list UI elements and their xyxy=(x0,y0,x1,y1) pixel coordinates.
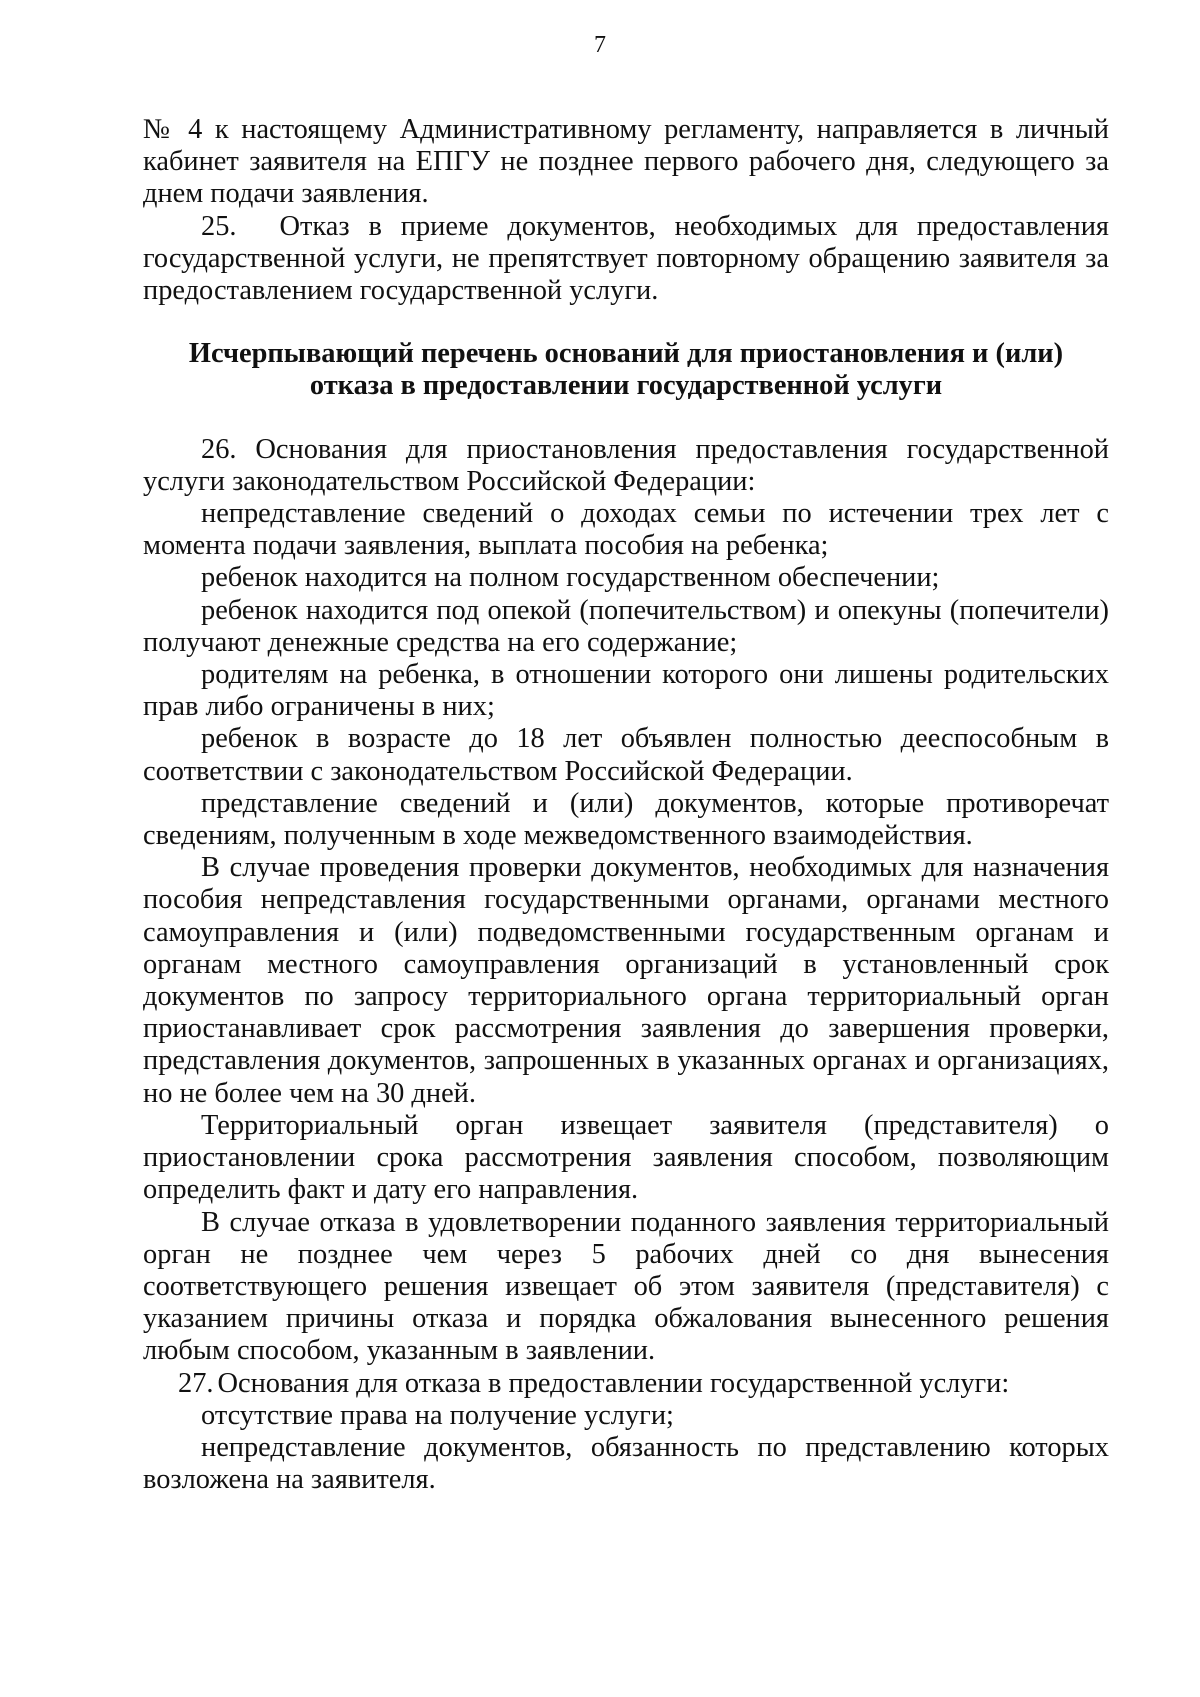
heading-line-2: отказа в предоставлении государственной услуги xyxy=(309,370,943,402)
paragraph-number: 25. xyxy=(201,210,237,242)
list-item: непредставление сведений о доходах семьи по истечении трех лет с момента подачи заявления, выплата пособия на ребенка; xyxy=(143,498,1109,562)
paragraph-check: В случае проведения проверки документов, необходимых для назначения пособия непредставления государственными органами, органами местного самоуправления и (или) подведомственными государственным органам и органам местного самоуправления организаций в установленный срок документов по запросу территориального органа территориальный орган приостанавливает срок рассмотрения заявления до завершения проверки, представления документов, запрошенных в указанных органах и организациях, но не более чем на 30 дней. xyxy=(143,852,1109,1109)
list-item: представление сведений и (или) документов, которые противоречат сведениям, полученным в ходе межведомственного взаимодействия. xyxy=(143,787,1109,852)
paragraph-26-intro: 26. Основания для приостановления предоставления государственной услуги законодательством Российской Федерации: xyxy=(143,433,1109,497)
paragraph-text: Отказ в приеме документов, необходимых для предоставления государственной услуги, не препятствует повторному обращению заявителя за предоставлением государственной услуги. xyxy=(143,210,1109,307)
list-item: родителям на ребенка, в отношении которого они лишены родительских прав либо ограничены в них; xyxy=(143,659,1109,723)
paragraph-text: Основания для отказа в предоставлении государственной услуги: xyxy=(217,1367,1010,1399)
section-heading xyxy=(143,338,1109,402)
paragraph-27-intro xyxy=(143,1368,1109,1400)
paragraph-25 xyxy=(143,211,1109,308)
list-item: отсутствие права на получение услуги; xyxy=(201,1399,674,1431)
list-item: непредставление документов, обязанность по представлению которых возложена на заявителя. xyxy=(143,1431,1109,1496)
paragraph-refusal: В случае отказа в удовлетворении поданного заявления территориальный орган не позднее чем через 5 рабочих дней со дня вынесения соответствующего решения извещает об этом заявителя (представителя) с указанием причины отказа и порядка обжалования вынесенного решения любым способом, указанным в заявлении. xyxy=(143,1206,1109,1367)
paragraph-number: 27. xyxy=(178,1367,214,1399)
paragraph-notify: Территориальный орган извещает заявителя (представителя) о приостановлении срока рассмотрения заявления способом, позволяющим определить факт и дату его направления. xyxy=(143,1109,1109,1206)
page-number: 7 xyxy=(594,32,606,58)
list-item: ребенок находится на полном государственном обеспечении; xyxy=(201,562,940,594)
document-body xyxy=(143,114,1109,1496)
list-item: ребенок в возрасте до 18 лет объявлен полностью дееспособным в соответствии с законодательством Российской Федерации. xyxy=(143,723,1109,787)
heading-line-1: Исчерпывающий перечень оснований для приостановления и (или) xyxy=(188,338,1064,370)
paragraph-continuation: № 4 к настоящему Административному регламенту, направляется в личный кабинет заявителя на ЕПГУ не позднее первого рабочего дня, следующего за днем подачи заявления. xyxy=(143,114,1109,210)
list-item: ребенок находится под опекой (попечительством) и опекуны (попечители) получают денежные средства на его содержание; xyxy=(143,594,1109,658)
